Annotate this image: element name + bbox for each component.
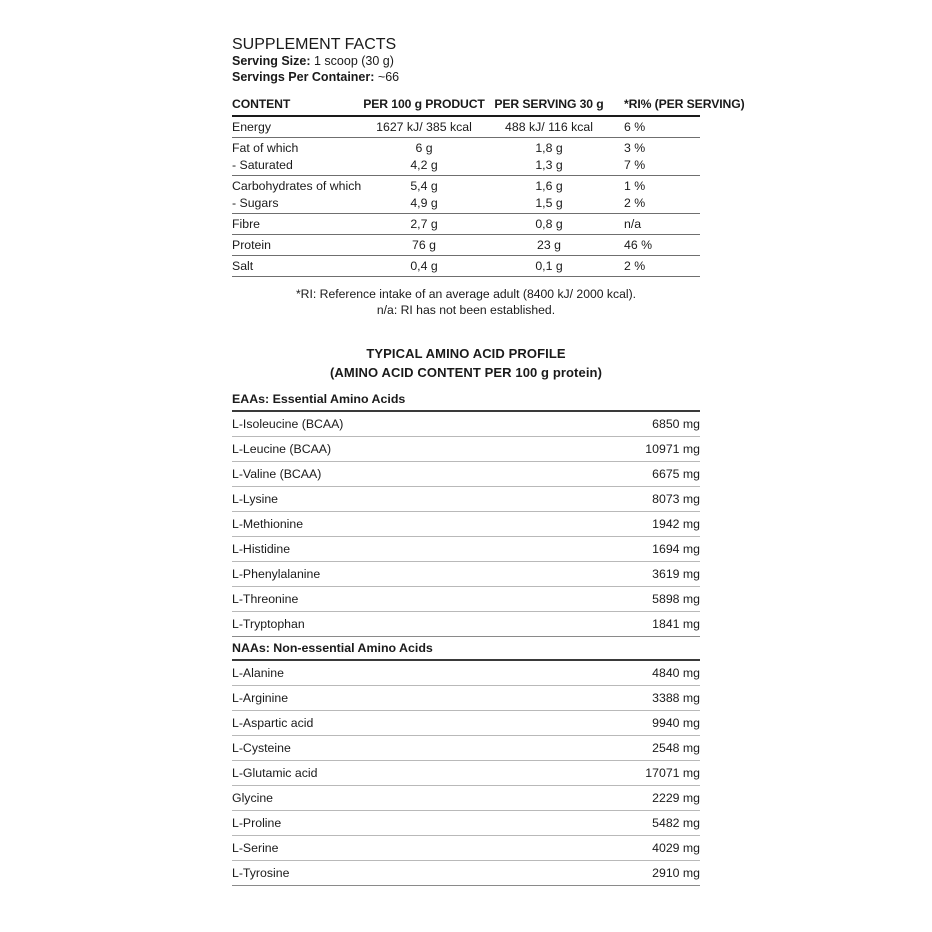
nutrient-per-serving: 1,6 g xyxy=(535,179,563,193)
table-row xyxy=(232,235,700,256)
amino-acid-name: L-Methionine xyxy=(232,512,466,537)
nutrient-per-100g: 1627 kJ/ 385 kcal xyxy=(360,116,488,138)
section-header-eaa xyxy=(232,388,700,411)
table-row xyxy=(232,761,700,786)
column-header-per-serving: PER SERVING 30 g xyxy=(488,95,610,116)
table-row xyxy=(232,512,700,537)
amino-acid-name: L-Histidine xyxy=(232,537,466,562)
nutrient-per-100g: 76 g xyxy=(360,235,488,256)
table-row xyxy=(232,562,700,587)
table-row xyxy=(232,176,700,197)
supplement-facts-title: SUPPLEMENT FACTS xyxy=(232,36,397,53)
servings-per-container-line xyxy=(232,70,700,86)
nutrition-table-body xyxy=(232,116,700,277)
amino-acid-name: L-Isoleucine (BCAA) xyxy=(232,411,466,437)
nutrient-name: Fibre xyxy=(232,214,360,235)
nutrient-per-100g: 6 g xyxy=(415,141,433,155)
amino-acid-table-body xyxy=(232,388,700,886)
amino-acid-name: L-Aspartic acid xyxy=(232,711,466,736)
amino-acid-name: L-Lysine xyxy=(232,487,466,512)
nutrient-ri-percent: n/a xyxy=(610,214,700,235)
table-row xyxy=(232,214,700,235)
table-row xyxy=(232,437,700,462)
table-row xyxy=(232,256,700,277)
table-row xyxy=(232,487,700,512)
nutrient-name: - Sugars xyxy=(232,196,360,214)
amino-acid-value: 2910 mg xyxy=(466,861,700,886)
table-row xyxy=(232,196,700,214)
column-header-content: CONTENT xyxy=(232,95,360,116)
nutrient-per-serving: 0,1 g xyxy=(488,256,610,277)
amino-acid-profile-heading xyxy=(232,344,700,382)
section-header-naa xyxy=(232,637,700,661)
amino-acid-name: L-Tryptophan xyxy=(232,612,466,637)
amino-acid-name: L-Phenylalanine xyxy=(232,562,466,587)
amino-acid-value: 4840 mg xyxy=(466,660,700,686)
nutrient-name: Energy xyxy=(232,116,360,138)
nutrient-per-100g: 2,7 g xyxy=(360,214,488,235)
amino-acid-value: 1841 mg xyxy=(466,612,700,637)
table-row xyxy=(232,861,700,886)
amino-acid-name: L-Threonine xyxy=(232,587,466,612)
table-row xyxy=(232,587,700,612)
nutrition-table xyxy=(232,95,745,277)
amino-acid-value: 3388 mg xyxy=(466,686,700,711)
amino-acid-value: 8073 mg xyxy=(466,487,700,512)
nutrient-per-serving: 1,5 g xyxy=(488,196,610,214)
amino-acid-name: L-Proline xyxy=(232,811,466,836)
amino-acid-value: 2548 mg xyxy=(466,736,700,761)
nutrition-table-head xyxy=(232,95,745,116)
nutrient-per-100g: 4,9 g xyxy=(360,196,488,214)
serving-size-value: 1 scoop (30 g) xyxy=(313,54,394,68)
table-row xyxy=(232,116,700,138)
amino-acid-value: 1942 mg xyxy=(466,512,700,537)
amino-acid-name: L-Serine xyxy=(232,836,466,861)
amino-acid-heading-line2: (AMINO ACID CONTENT PER 100 g protein) xyxy=(330,365,602,380)
nutrient-name: Fat of which xyxy=(232,141,299,155)
amino-acid-name: L-Cysteine xyxy=(232,736,466,761)
table-row xyxy=(232,462,700,487)
serving-size-label: Serving Size: xyxy=(232,54,311,68)
nutrient-ri-percent: 3 % xyxy=(624,141,646,155)
amino-acid-value: 4029 mg xyxy=(466,836,700,861)
amino-acid-name: L-Alanine xyxy=(232,660,466,686)
amino-acid-name: L-Tyrosine xyxy=(232,861,466,886)
table-row xyxy=(232,537,700,562)
amino-acid-name: L-Arginine xyxy=(232,686,466,711)
table-row xyxy=(232,138,700,159)
nutrient-name: Salt xyxy=(232,256,360,277)
nutrient-per-serving: 1,8 g xyxy=(535,141,563,155)
nutrient-per-100g: 5,4 g xyxy=(410,179,438,193)
column-header-per-100g: PER 100 g PRODUCT xyxy=(360,95,488,116)
servings-per-container-label: Servings Per Container: xyxy=(232,69,375,84)
amino-acid-value: 5482 mg xyxy=(466,811,700,836)
amino-acid-value: 2229 mg xyxy=(466,786,700,811)
column-header-ri-percent: *RI% (PER SERVING) xyxy=(610,95,700,116)
nutrient-name: Protein xyxy=(232,235,360,256)
section-header-naa-label: NAAs: Non-essential Amino Acids xyxy=(232,637,700,661)
amino-acid-name: Glycine xyxy=(232,786,466,811)
nutrient-per-100g: 4,2 g xyxy=(360,158,488,176)
nutrient-ri-percent: 1 % xyxy=(624,179,646,193)
nutrient-ri-percent: 2 % xyxy=(610,196,700,214)
amino-acid-value: 5898 mg xyxy=(466,587,700,612)
nutrient-ri-percent: 2 % xyxy=(610,256,700,277)
footnotes xyxy=(232,286,700,318)
amino-acid-value: 9940 mg xyxy=(466,711,700,736)
nutrient-per-serving: 0,8 g xyxy=(488,214,610,235)
nutrient-name: - Saturated xyxy=(232,158,360,176)
table-row xyxy=(232,411,700,437)
nutrient-per-100g: 0,4 g xyxy=(360,256,488,277)
nutrient-per-serving: 1,3 g xyxy=(488,158,610,176)
table-row xyxy=(232,736,700,761)
table-row xyxy=(232,660,700,686)
amino-acid-value: 10971 mg xyxy=(466,437,700,462)
serving-size-line xyxy=(232,54,700,70)
table-row xyxy=(232,612,700,637)
table-row xyxy=(232,836,700,861)
table-row xyxy=(232,711,700,736)
amino-acid-value: 6850 mg xyxy=(466,411,700,437)
section-header-eaa-label: EAAs: Essential Amino Acids xyxy=(232,388,700,411)
amino-acid-name: L-Glutamic acid xyxy=(232,761,466,786)
nutrient-ri-percent: 6 % xyxy=(610,116,700,138)
table-row xyxy=(232,158,700,176)
amino-acid-name: L-Valine (BCAA) xyxy=(232,462,466,487)
amino-acid-heading-line1: TYPICAL AMINO ACID PROFILE xyxy=(366,346,566,361)
table-row xyxy=(232,786,700,811)
amino-acid-value: 3619 mg xyxy=(466,562,700,587)
nutrition-header-row xyxy=(232,95,700,116)
table-row xyxy=(232,811,700,836)
nutrient-per-serving: 488 kJ/ 116 kcal xyxy=(488,116,610,138)
nutrient-name: Carbohydrates of which xyxy=(232,179,362,193)
amino-acid-value: 17071 mg xyxy=(466,761,700,786)
servings-per-container-value: ~66 xyxy=(377,69,400,84)
amino-acid-value: 1694 mg xyxy=(466,537,700,562)
table-row xyxy=(232,686,700,711)
nutrient-ri-percent: 7 % xyxy=(610,158,700,176)
footnote-na-explanation: n/a: RI has not been established. xyxy=(376,303,556,317)
nutrient-ri-percent: 46 % xyxy=(610,235,700,256)
nutrient-per-serving: 23 g xyxy=(488,235,610,256)
amino-acid-name: L-Leucine (BCAA) xyxy=(232,437,466,462)
footnote-reference-intake: *RI: Reference intake of an average adult (8400 kJ/ 2000 kcal). xyxy=(295,287,637,301)
amino-acid-value: 6675 mg xyxy=(466,462,700,487)
amino-acid-table xyxy=(232,388,700,886)
